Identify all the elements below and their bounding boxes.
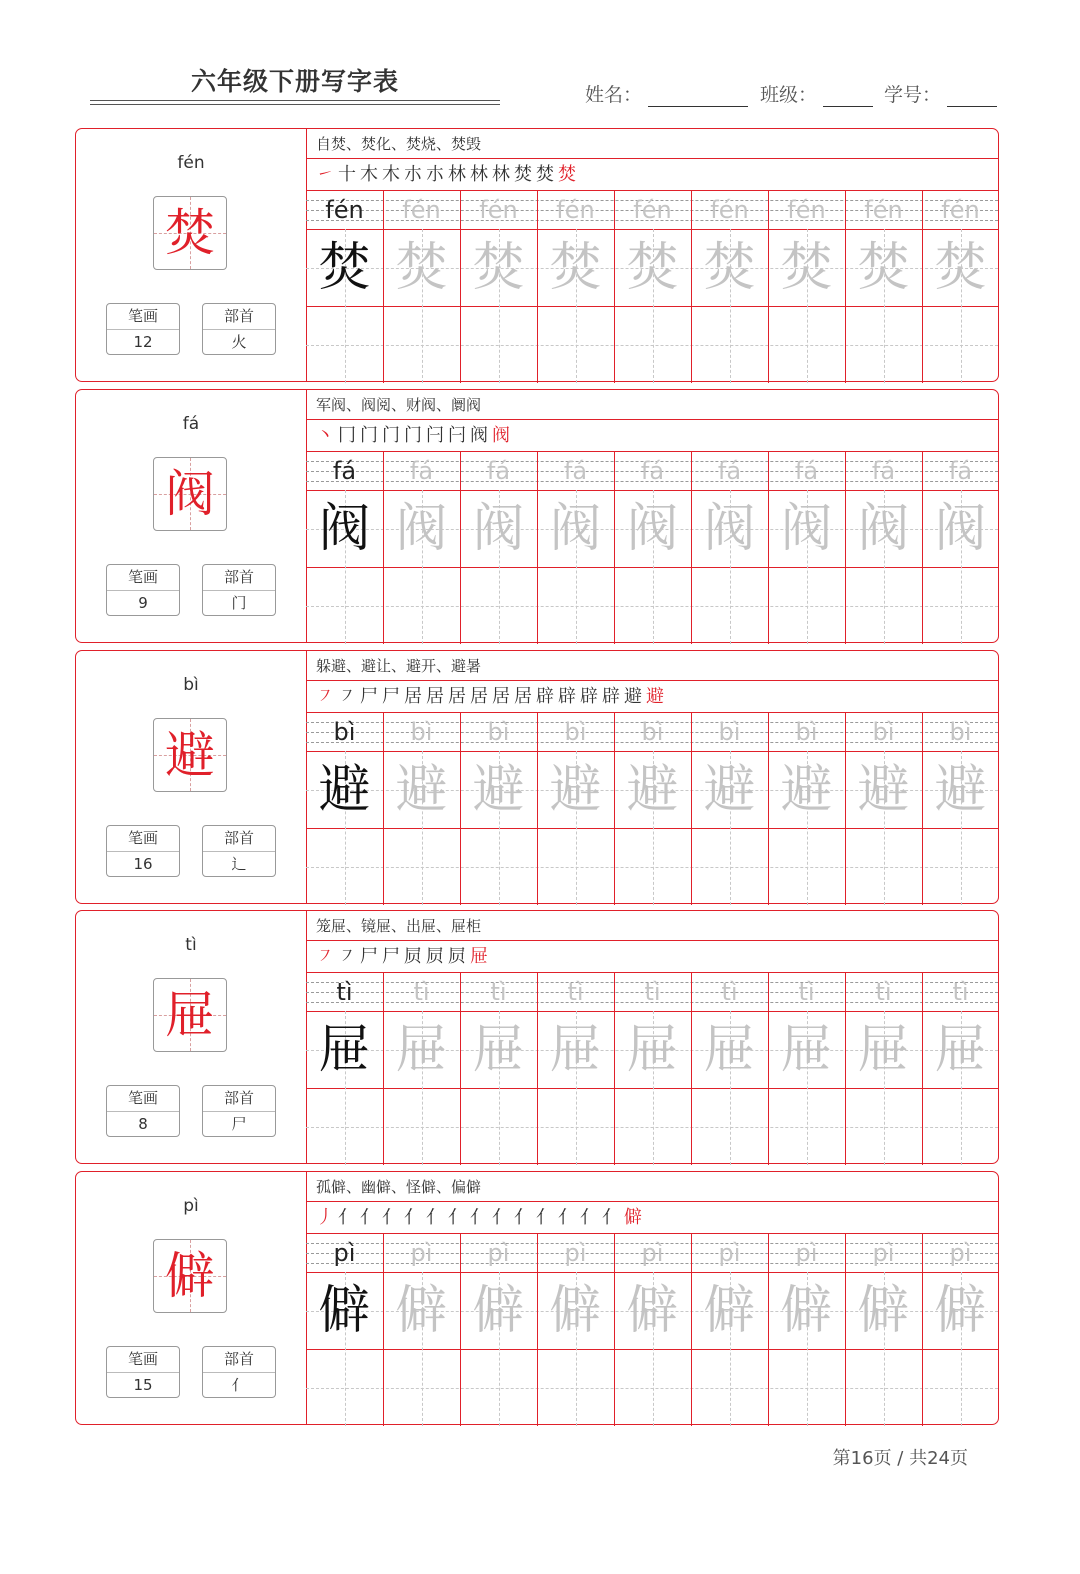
character-card bbox=[75, 650, 999, 904]
writing-grid bbox=[306, 452, 998, 644]
stroke-step: 居 bbox=[426, 686, 444, 707]
trace-pinyin: tì bbox=[721, 978, 738, 1006]
stroke-step: 居 bbox=[448, 686, 466, 707]
trace-pinyin: tì bbox=[798, 978, 815, 1006]
character-pinyin: pì bbox=[183, 1196, 199, 1216]
number-blank[interactable] bbox=[947, 84, 997, 107]
trace-pinyin: fá bbox=[563, 457, 588, 485]
student-number-field[interactable] bbox=[884, 80, 997, 107]
character-pinyin: tì bbox=[185, 935, 197, 955]
stroke-step: 丶 bbox=[316, 425, 334, 446]
trace-pinyin: bì bbox=[641, 718, 664, 746]
stroke-count-box bbox=[106, 1085, 180, 1137]
example-words: 笼屉、镜屉、出屉、屉柜 bbox=[306, 911, 998, 941]
class-blank[interactable] bbox=[823, 84, 873, 107]
model-pinyin: fén bbox=[325, 196, 364, 224]
character-model: 避 bbox=[165, 726, 215, 784]
model-character: 焚 bbox=[318, 237, 371, 298]
radical-box bbox=[202, 564, 276, 616]
trace-character[interactable]: 阀 bbox=[857, 498, 910, 559]
name-label: 姓名： bbox=[585, 84, 643, 106]
stroke-step: 亻 bbox=[404, 1207, 422, 1228]
character-model: 僻 bbox=[165, 1247, 215, 1305]
stroke-step: 亻 bbox=[580, 1207, 598, 1228]
stroke-step: 居 bbox=[492, 686, 510, 707]
title-underline-second bbox=[90, 104, 500, 105]
stroke-count-label: 笔画 bbox=[107, 565, 179, 591]
trace-character[interactable]: 屉 bbox=[472, 1019, 525, 1080]
trace-character[interactable]: 阀 bbox=[703, 498, 756, 559]
character-info bbox=[76, 129, 307, 381]
trace-character[interactable]: 避 bbox=[780, 759, 833, 820]
trace-character[interactable]: 避 bbox=[703, 759, 756, 820]
stroke-count-label: 笔画 bbox=[107, 1347, 179, 1373]
stroke-count-box bbox=[106, 1346, 180, 1398]
trace-character[interactable]: 避 bbox=[472, 759, 525, 820]
trace-pinyin: pì bbox=[949, 1239, 972, 1267]
radical-box bbox=[202, 825, 276, 877]
stroke-step: 屃 bbox=[448, 946, 466, 967]
trace-pinyin: fén bbox=[402, 196, 441, 224]
stroke-step: 亻 bbox=[514, 1207, 532, 1228]
stroke-count-label: 笔画 bbox=[107, 304, 179, 330]
stroke-step: 木 bbox=[360, 164, 378, 185]
character-model-box bbox=[153, 196, 227, 270]
trace-pinyin: fá bbox=[486, 457, 511, 485]
trace-pinyin: fén bbox=[941, 196, 980, 224]
stroke-step: ㇇ bbox=[338, 946, 356, 967]
stroke-step: 焚 bbox=[558, 164, 576, 185]
practice-area bbox=[306, 129, 998, 381]
radical-value: 尸 bbox=[231, 1115, 247, 1133]
stroke-step: 尸 bbox=[382, 686, 400, 707]
trace-character[interactable]: 屉 bbox=[934, 1019, 987, 1080]
stroke-step: 屃 bbox=[404, 946, 422, 967]
stroke-step: ㇇ bbox=[316, 686, 334, 707]
worksheet-title: 六年级下册写字表 bbox=[190, 67, 399, 96]
character-info bbox=[76, 911, 307, 1163]
trace-pinyin: bì bbox=[564, 718, 587, 746]
stroke-count-value: 8 bbox=[138, 1115, 148, 1133]
trace-pinyin: tì bbox=[952, 978, 969, 1006]
model-pinyin: tì bbox=[336, 978, 353, 1006]
stroke-step: 阀 bbox=[492, 425, 510, 446]
stroke-step: 辟 bbox=[558, 686, 576, 707]
trace-pinyin: bì bbox=[718, 718, 741, 746]
trace-character[interactable]: 避 bbox=[857, 759, 910, 820]
stroke-order bbox=[306, 1202, 998, 1234]
stroke-step: 亻 bbox=[448, 1207, 466, 1228]
stroke-step: 木 bbox=[382, 164, 400, 185]
stroke-step: 尸 bbox=[360, 946, 378, 967]
trace-pinyin: fén bbox=[556, 196, 595, 224]
trace-character[interactable]: 僻 bbox=[549, 1280, 602, 1341]
name-blank[interactable] bbox=[648, 84, 748, 107]
stroke-step: 亻 bbox=[338, 1207, 356, 1228]
radical-label: 部首 bbox=[203, 1086, 275, 1112]
trace-pinyin: pì bbox=[641, 1239, 664, 1267]
model-character: 避 bbox=[318, 759, 371, 820]
stroke-count-label: 笔画 bbox=[107, 826, 179, 852]
trace-pinyin: bì bbox=[795, 718, 818, 746]
trace-character[interactable]: 僻 bbox=[626, 1280, 679, 1341]
stroke-step: 焚 bbox=[536, 164, 554, 185]
stroke-step: 辟 bbox=[536, 686, 554, 707]
stroke-step: 亻 bbox=[558, 1207, 576, 1228]
stroke-step: 辟 bbox=[602, 686, 620, 707]
radical-value: 辶 bbox=[231, 855, 247, 873]
stroke-order bbox=[306, 159, 998, 191]
writing-grid bbox=[306, 1234, 998, 1426]
stroke-order bbox=[306, 941, 998, 973]
model-pinyin: bì bbox=[333, 718, 356, 746]
trace-character[interactable]: 屉 bbox=[703, 1019, 756, 1080]
number-label: 学号： bbox=[884, 84, 942, 106]
trace-pinyin: bì bbox=[487, 718, 510, 746]
stroke-step: 亻 bbox=[360, 1207, 378, 1228]
stroke-count-box bbox=[106, 825, 180, 877]
trace-character[interactable]: 阀 bbox=[626, 498, 679, 559]
stroke-step: 闩 bbox=[426, 425, 444, 446]
practice-area bbox=[306, 390, 998, 642]
stroke-step: 亻 bbox=[426, 1207, 444, 1228]
trace-character[interactable]: 焚 bbox=[934, 237, 987, 298]
practice-area bbox=[306, 911, 998, 1163]
stroke-step: 亻 bbox=[470, 1207, 488, 1228]
stroke-step: 亻 bbox=[382, 1207, 400, 1228]
stroke-step: 林 bbox=[470, 164, 488, 185]
stroke-count-value: 9 bbox=[138, 594, 148, 612]
trace-character[interactable]: 阀 bbox=[472, 498, 525, 559]
trace-pinyin: fén bbox=[710, 196, 749, 224]
trace-pinyin: bì bbox=[949, 718, 972, 746]
trace-character[interactable]: 屉 bbox=[780, 1019, 833, 1080]
page-number: 第16页 / 共24页 bbox=[832, 1448, 968, 1469]
trace-character[interactable]: 僻 bbox=[934, 1280, 987, 1341]
character-card bbox=[75, 1171, 999, 1425]
trace-pinyin: pì bbox=[872, 1239, 895, 1267]
class-label: 班级： bbox=[760, 84, 818, 106]
trace-pinyin: fén bbox=[479, 196, 518, 224]
stroke-step: 亻 bbox=[602, 1207, 620, 1228]
trace-pinyin: fá bbox=[409, 457, 434, 485]
trace-character[interactable]: 僻 bbox=[857, 1280, 910, 1341]
trace-character[interactable]: 屉 bbox=[626, 1019, 679, 1080]
trace-pinyin: pì bbox=[410, 1239, 433, 1267]
trace-character[interactable]: 阀 bbox=[934, 498, 987, 559]
class-field[interactable] bbox=[760, 80, 873, 107]
stroke-step: 避 bbox=[624, 686, 642, 707]
trace-character[interactable]: 避 bbox=[626, 759, 679, 820]
stroke-step: 居 bbox=[404, 686, 422, 707]
stroke-order bbox=[306, 420, 998, 452]
trace-character[interactable]: 焚 bbox=[780, 237, 833, 298]
stroke-step: 阀 bbox=[470, 425, 488, 446]
stroke-count-label: 笔画 bbox=[107, 1086, 179, 1112]
stroke-step: 闩 bbox=[448, 425, 466, 446]
trace-character[interactable]: 焚 bbox=[549, 237, 602, 298]
character-model-box bbox=[153, 1239, 227, 1313]
stroke-count-value: 15 bbox=[133, 1376, 153, 1394]
stroke-step: 亻 bbox=[492, 1207, 510, 1228]
practice-area bbox=[306, 1172, 998, 1424]
example-words: 孤僻、幽僻、怪僻、偏僻 bbox=[306, 1172, 998, 1202]
writing-grid bbox=[306, 713, 998, 905]
model-pinyin: pì bbox=[333, 1239, 356, 1267]
stroke-step: ㇇ bbox=[338, 686, 356, 707]
trace-pinyin: tì bbox=[644, 978, 661, 1006]
stroke-step: 门 bbox=[382, 425, 400, 446]
character-model: 焚 bbox=[165, 204, 215, 262]
stroke-count-value: 16 bbox=[133, 855, 153, 873]
trace-character[interactable]: 阀 bbox=[549, 498, 602, 559]
trace-pinyin: tì bbox=[567, 978, 584, 1006]
trace-character[interactable]: 焚 bbox=[857, 237, 910, 298]
trace-character[interactable]: 僻 bbox=[780, 1280, 833, 1341]
stroke-step: 尸 bbox=[382, 946, 400, 967]
radical-label: 部首 bbox=[203, 1347, 275, 1373]
character-info bbox=[76, 1172, 307, 1424]
stroke-count-box bbox=[106, 303, 180, 355]
character-model-box bbox=[153, 978, 227, 1052]
trace-character[interactable]: 屉 bbox=[857, 1019, 910, 1080]
trace-character[interactable]: 焚 bbox=[703, 237, 756, 298]
trace-character[interactable]: 焚 bbox=[395, 237, 448, 298]
name-field[interactable] bbox=[585, 80, 748, 107]
trace-pinyin: fá bbox=[794, 457, 819, 485]
trace-pinyin: tì bbox=[490, 978, 507, 1006]
stroke-step: 朩 bbox=[426, 164, 444, 185]
trace-character[interactable]: 屉 bbox=[549, 1019, 602, 1080]
stroke-step: 屃 bbox=[426, 946, 444, 967]
stroke-step: 避 bbox=[646, 686, 664, 707]
trace-pinyin: pì bbox=[564, 1239, 587, 1267]
character-model-box bbox=[153, 718, 227, 792]
character-model-box bbox=[153, 457, 227, 531]
stroke-step: 林 bbox=[448, 164, 466, 185]
stroke-step: 冂 bbox=[338, 425, 356, 446]
trace-pinyin: fá bbox=[640, 457, 665, 485]
radical-box bbox=[202, 1346, 276, 1398]
trace-character[interactable]: 屉 bbox=[395, 1019, 448, 1080]
trace-pinyin: bì bbox=[872, 718, 895, 746]
trace-pinyin: pì bbox=[487, 1239, 510, 1267]
character-card bbox=[75, 910, 999, 1164]
character-card bbox=[75, 128, 999, 382]
writing-grid bbox=[306, 973, 998, 1165]
stroke-step: 门 bbox=[404, 425, 422, 446]
character-info bbox=[76, 651, 307, 903]
stroke-step: 尸 bbox=[360, 686, 378, 707]
trace-character[interactable]: 僻 bbox=[472, 1280, 525, 1341]
title-underline bbox=[90, 100, 500, 101]
trace-character[interactable]: 僻 bbox=[395, 1280, 448, 1341]
radical-label: 部首 bbox=[203, 304, 275, 330]
trace-pinyin: tì bbox=[875, 978, 892, 1006]
trace-character[interactable]: 阀 bbox=[395, 498, 448, 559]
trace-pinyin: fén bbox=[864, 196, 903, 224]
trace-character[interactable]: 避 bbox=[934, 759, 987, 820]
character-model: 阀 bbox=[165, 465, 215, 523]
radical-value: 门 bbox=[231, 594, 247, 612]
trace-pinyin: fén bbox=[787, 196, 826, 224]
trace-character[interactable]: 僻 bbox=[703, 1280, 756, 1341]
stroke-step: 居 bbox=[514, 686, 532, 707]
example-words: 军阀、阀阅、财阀、阛阀 bbox=[306, 390, 998, 420]
stroke-count-box bbox=[106, 564, 180, 616]
stroke-step: ㇇ bbox=[316, 946, 334, 967]
stroke-step: 门 bbox=[360, 425, 378, 446]
stroke-step: 朩 bbox=[404, 164, 422, 185]
stroke-step: 辟 bbox=[580, 686, 598, 707]
stroke-step: ㇀ bbox=[316, 164, 334, 185]
worksheet-header bbox=[0, 0, 1080, 120]
stroke-step: 僻 bbox=[624, 1207, 642, 1228]
trace-character[interactable]: 焚 bbox=[472, 237, 525, 298]
trace-pinyin: bì bbox=[410, 718, 433, 746]
character-info bbox=[76, 390, 307, 642]
trace-pinyin: tì bbox=[413, 978, 430, 1006]
character-model: 屉 bbox=[165, 986, 215, 1044]
radical-value: 亻 bbox=[231, 1376, 247, 1394]
trace-character[interactable]: 避 bbox=[395, 759, 448, 820]
model-character: 阀 bbox=[318, 498, 371, 559]
trace-character[interactable]: 阀 bbox=[780, 498, 833, 559]
model-character: 僻 bbox=[318, 1280, 371, 1341]
trace-pinyin: fá bbox=[717, 457, 742, 485]
trace-pinyin: fén bbox=[633, 196, 672, 224]
radical-label: 部首 bbox=[203, 826, 275, 852]
writing-grid bbox=[306, 191, 998, 383]
trace-character[interactable]: 焚 bbox=[626, 237, 679, 298]
model-character: 屉 bbox=[318, 1019, 371, 1080]
example-words: 自焚、焚化、焚烧、焚毁 bbox=[306, 129, 998, 159]
stroke-step: 林 bbox=[492, 164, 510, 185]
radical-box bbox=[202, 303, 276, 355]
practice-area bbox=[306, 651, 998, 903]
trace-character[interactable]: 避 bbox=[549, 759, 602, 820]
stroke-count-value: 12 bbox=[133, 333, 153, 351]
character-pinyin: bì bbox=[183, 675, 199, 695]
stroke-step: 屉 bbox=[470, 946, 488, 967]
character-card bbox=[75, 389, 999, 643]
radical-label: 部首 bbox=[203, 565, 275, 591]
stroke-step: 焚 bbox=[514, 164, 532, 185]
character-pinyin: fén bbox=[177, 153, 205, 173]
character-pinyin: fá bbox=[182, 414, 200, 434]
trace-pinyin: pì bbox=[718, 1239, 741, 1267]
stroke-step: 居 bbox=[470, 686, 488, 707]
trace-pinyin: pì bbox=[795, 1239, 818, 1267]
trace-pinyin: fá bbox=[948, 457, 973, 485]
trace-pinyin: fá bbox=[871, 457, 896, 485]
model-pinyin: fá bbox=[332, 457, 357, 485]
stroke-order bbox=[306, 681, 998, 713]
radical-box bbox=[202, 1085, 276, 1137]
stroke-step: 十 bbox=[338, 164, 356, 185]
stroke-step: 丿 bbox=[316, 1207, 334, 1228]
stroke-step: 亻 bbox=[536, 1207, 554, 1228]
example-words: 躲避、避让、避开、避暑 bbox=[306, 651, 998, 681]
radical-value: 火 bbox=[231, 333, 247, 351]
